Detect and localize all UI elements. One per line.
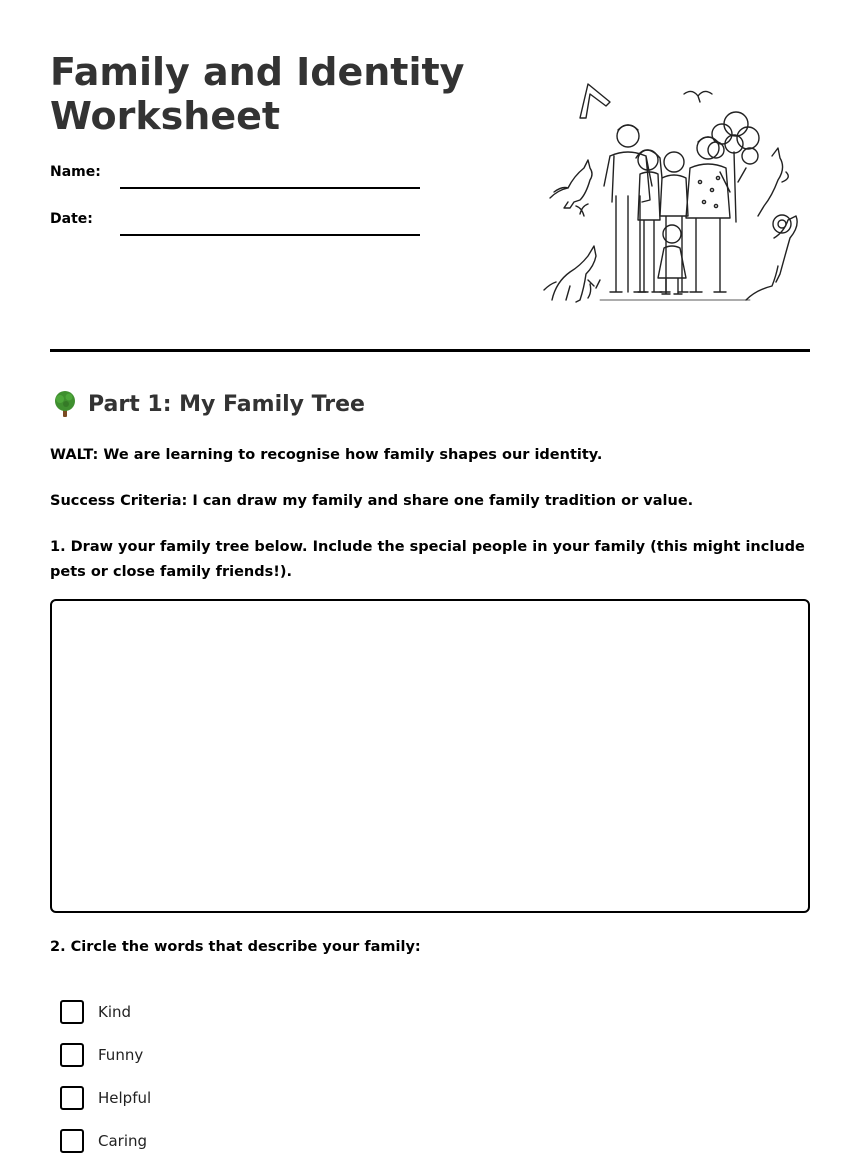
date-line[interactable]: [120, 234, 420, 236]
name-field[interactable]: [50, 164, 420, 188]
option-helpful[interactable]: [60, 1086, 151, 1110]
walt-text: WALT: We are learning to recognise how family shapes our identity.: [50, 447, 603, 463]
part1-heading: [50, 389, 365, 419]
date-label: Date:: [50, 211, 93, 227]
family-illustration: [540, 72, 800, 312]
option-checkbox[interactable]: [60, 1000, 84, 1024]
describe-family-options: [60, 1000, 151, 1161]
option-label: Helpful: [98, 1089, 152, 1107]
option-label: Funny: [98, 1046, 144, 1064]
tree-icon: [50, 389, 80, 419]
worksheet-title: Family and Identity Worksheet: [50, 50, 465, 138]
question-1: 1. Draw your family tree below. Include the special people in your family (this might include pets or close family friends!).: [50, 539, 805, 580]
question-2: 2. Circle the words that describe your family:: [50, 939, 421, 955]
name-line[interactable]: [120, 187, 420, 189]
part1-heading-text: Part 1: My Family Tree: [88, 391, 365, 417]
option-label: Kind: [98, 1003, 132, 1021]
option-checkbox[interactable]: [60, 1086, 84, 1110]
header-divider: [50, 349, 810, 352]
date-field[interactable]: [50, 211, 420, 235]
option-caring[interactable]: [60, 1129, 151, 1153]
option-kind[interactable]: [60, 1000, 151, 1024]
name-label: Name:: [50, 164, 101, 180]
option-checkbox[interactable]: [60, 1129, 84, 1153]
family-tree-drawing-area[interactable]: [50, 599, 810, 913]
option-funny[interactable]: [60, 1043, 151, 1067]
option-checkbox[interactable]: [60, 1043, 84, 1067]
success-criteria-text: Success Criteria: I can draw my family and share one family tradition or value.: [50, 493, 694, 509]
option-label: Caring: [98, 1132, 148, 1150]
